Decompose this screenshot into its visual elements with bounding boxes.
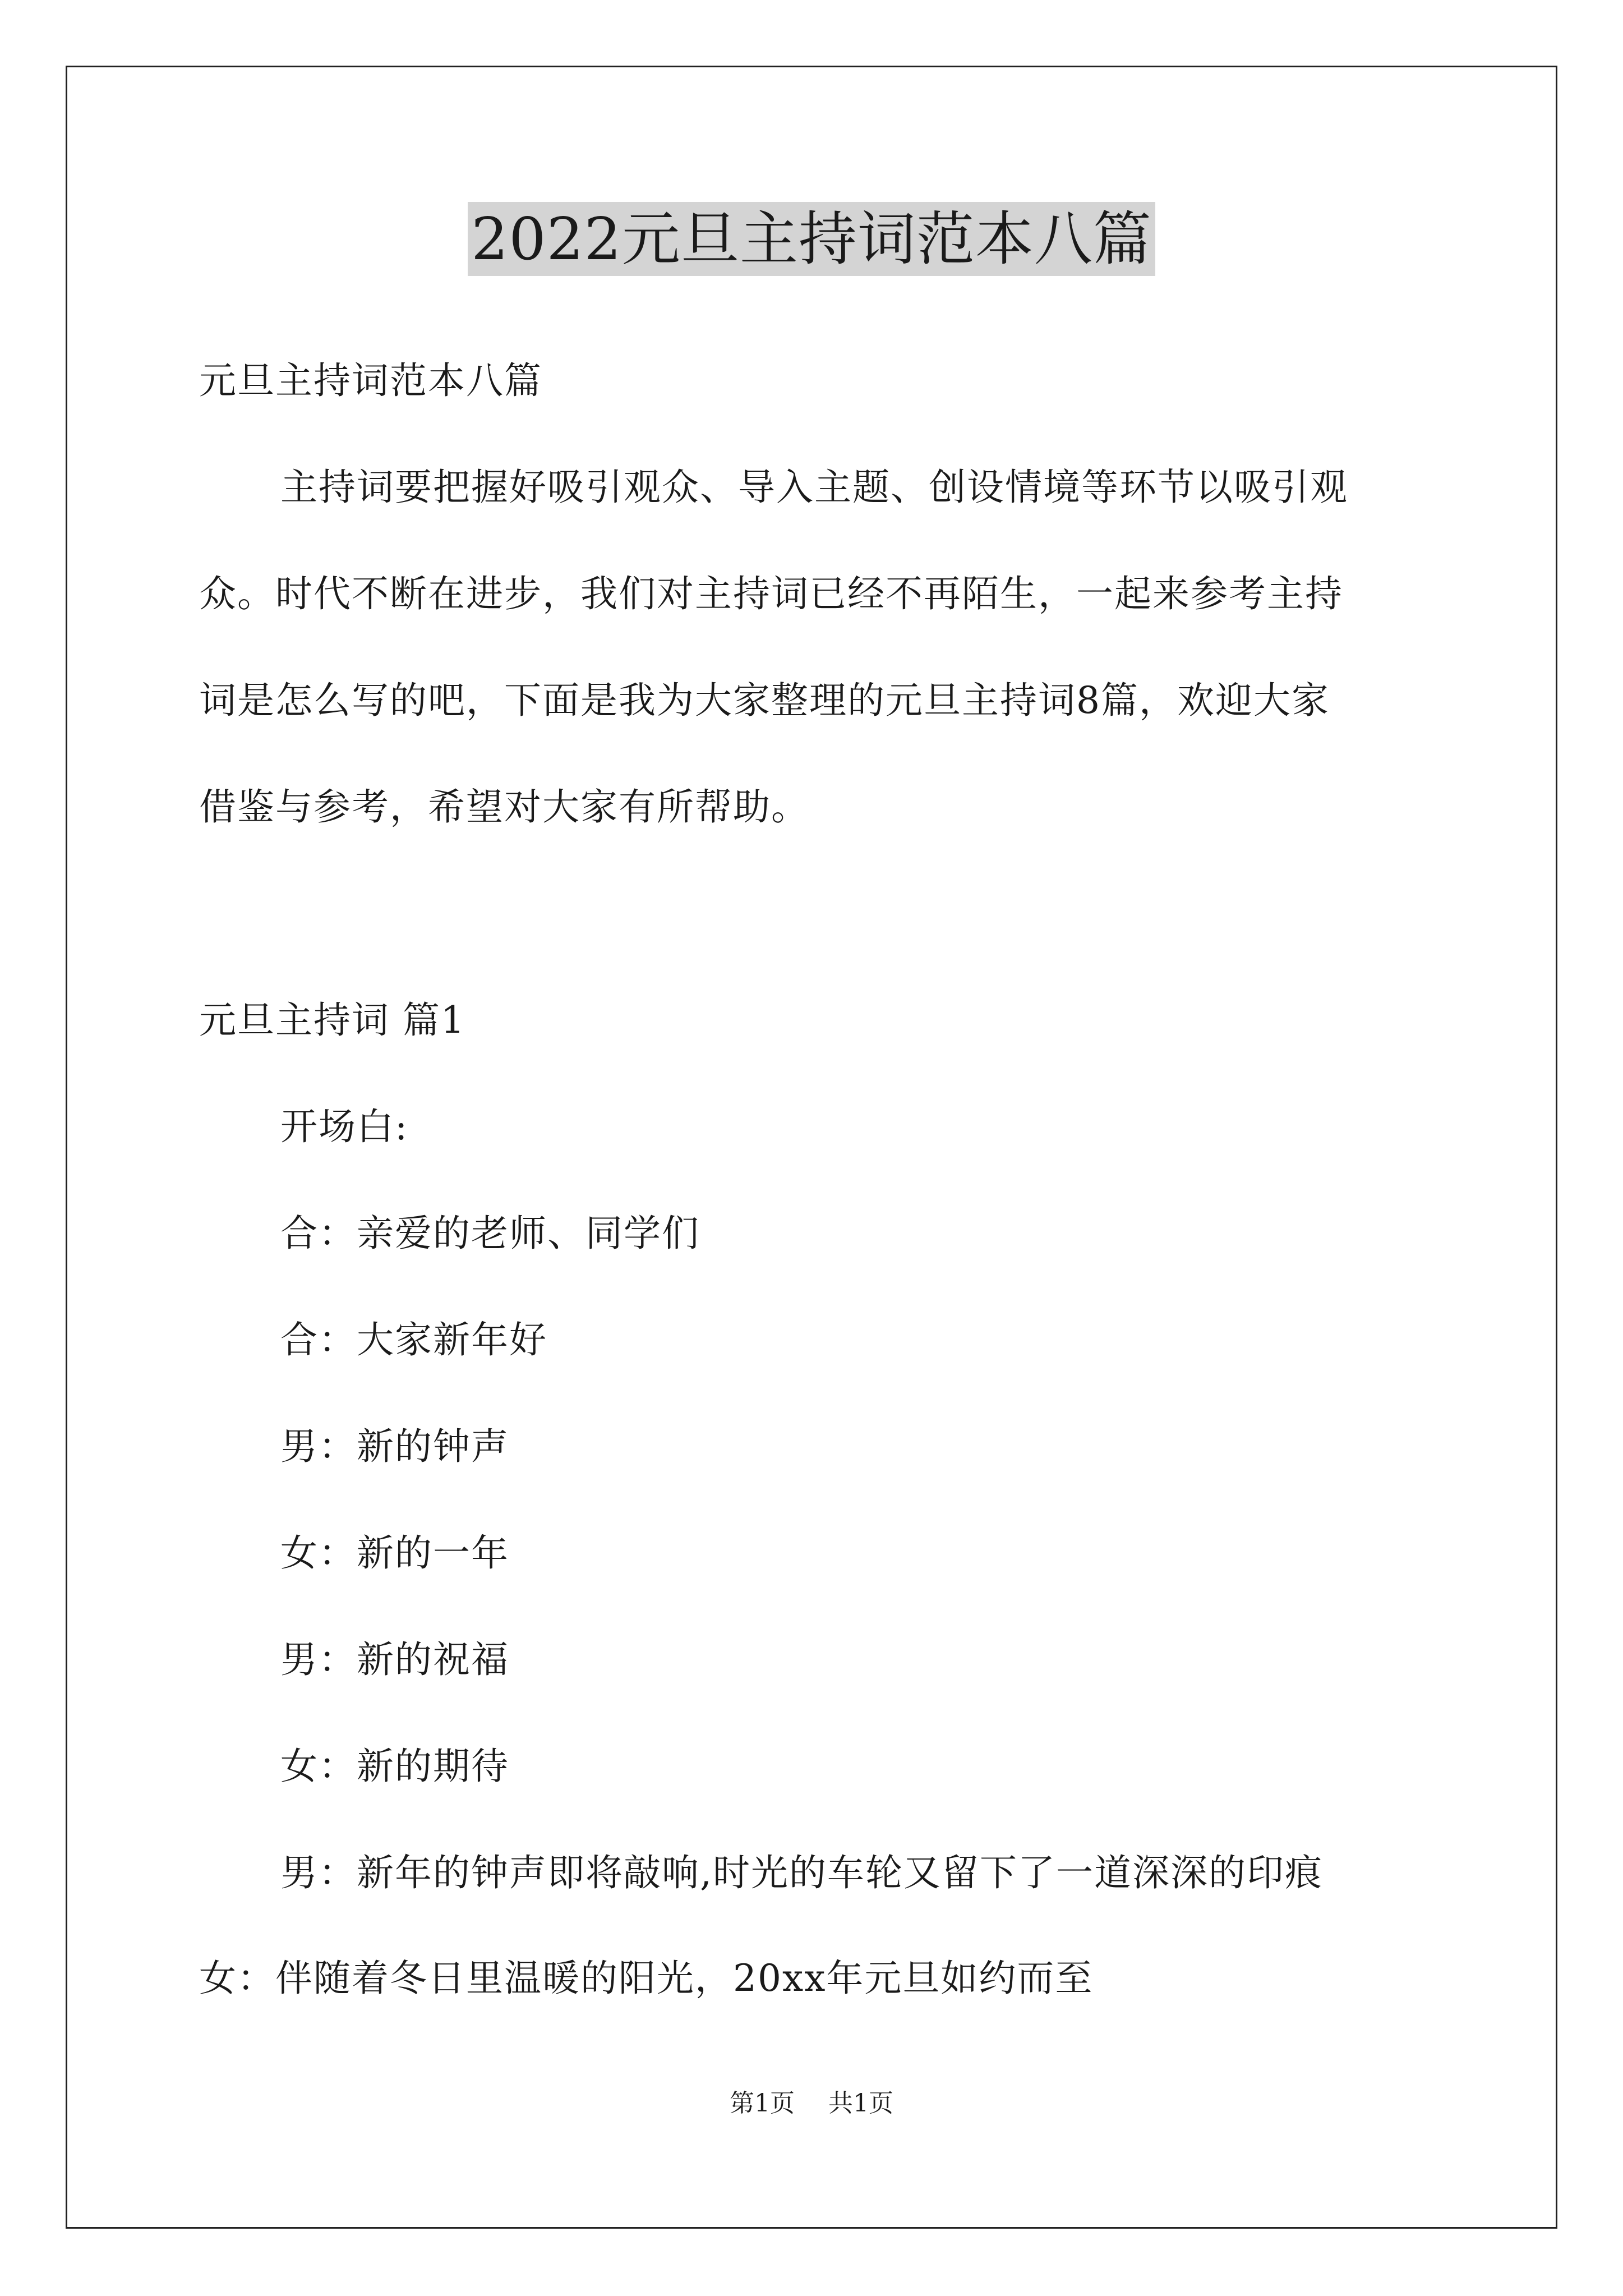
page-total: 共1页: [828, 2089, 893, 2118]
page-footer: [0, 2087, 1623, 2120]
intro-line-3: 词是怎么写的吧，下面是我为大家整理的元旦主持词8篇，欢迎大家: [199, 679, 1330, 722]
document-title: 2022元旦主持词范本八篇: [468, 202, 1155, 276]
title-container: [0, 202, 1623, 276]
dialogue-line: 男：新年的钟声即将敲响,时光的车轮又留下了一道深深的印痕: [280, 1851, 1323, 1894]
closing-line: 女：伴随着冬日里温暖的阳光，20xx年元旦如约而至: [199, 1957, 1094, 2000]
paragraph-gap: [199, 883, 1427, 990]
subtitle: 元旦主持词范本八篇: [199, 359, 542, 402]
dialogue-line: 女：新的一年: [280, 1531, 509, 1575]
section-heading: 元旦主持词 篇1: [199, 999, 465, 1042]
dialogue-line: 男：新的钟声: [280, 1425, 509, 1468]
intro-line-4: 借鉴与参考，希望对大家有所帮助。: [199, 785, 809, 829]
dialogue-line: 开场白:: [280, 1105, 409, 1148]
dialogue-line: 女：新的期待: [280, 1745, 509, 1788]
intro-line-2: 众。时代不断在进步，我们对主持词已经不再陌生，一起来参考主持: [199, 572, 1343, 615]
dialogue-line: 男：新的祝福: [280, 1638, 509, 1681]
page-number: 第1页: [730, 2089, 795, 2118]
document-body: [199, 350, 1427, 2054]
intro-line-1: 主持词要把握好吸引观众、导入主题、创设情境等环节以吸引观: [280, 466, 1348, 509]
dialogue-line: 合：大家新年好: [280, 1318, 547, 1361]
dialogue-line: 合：亲爱的老师、同学们: [280, 1212, 700, 1255]
